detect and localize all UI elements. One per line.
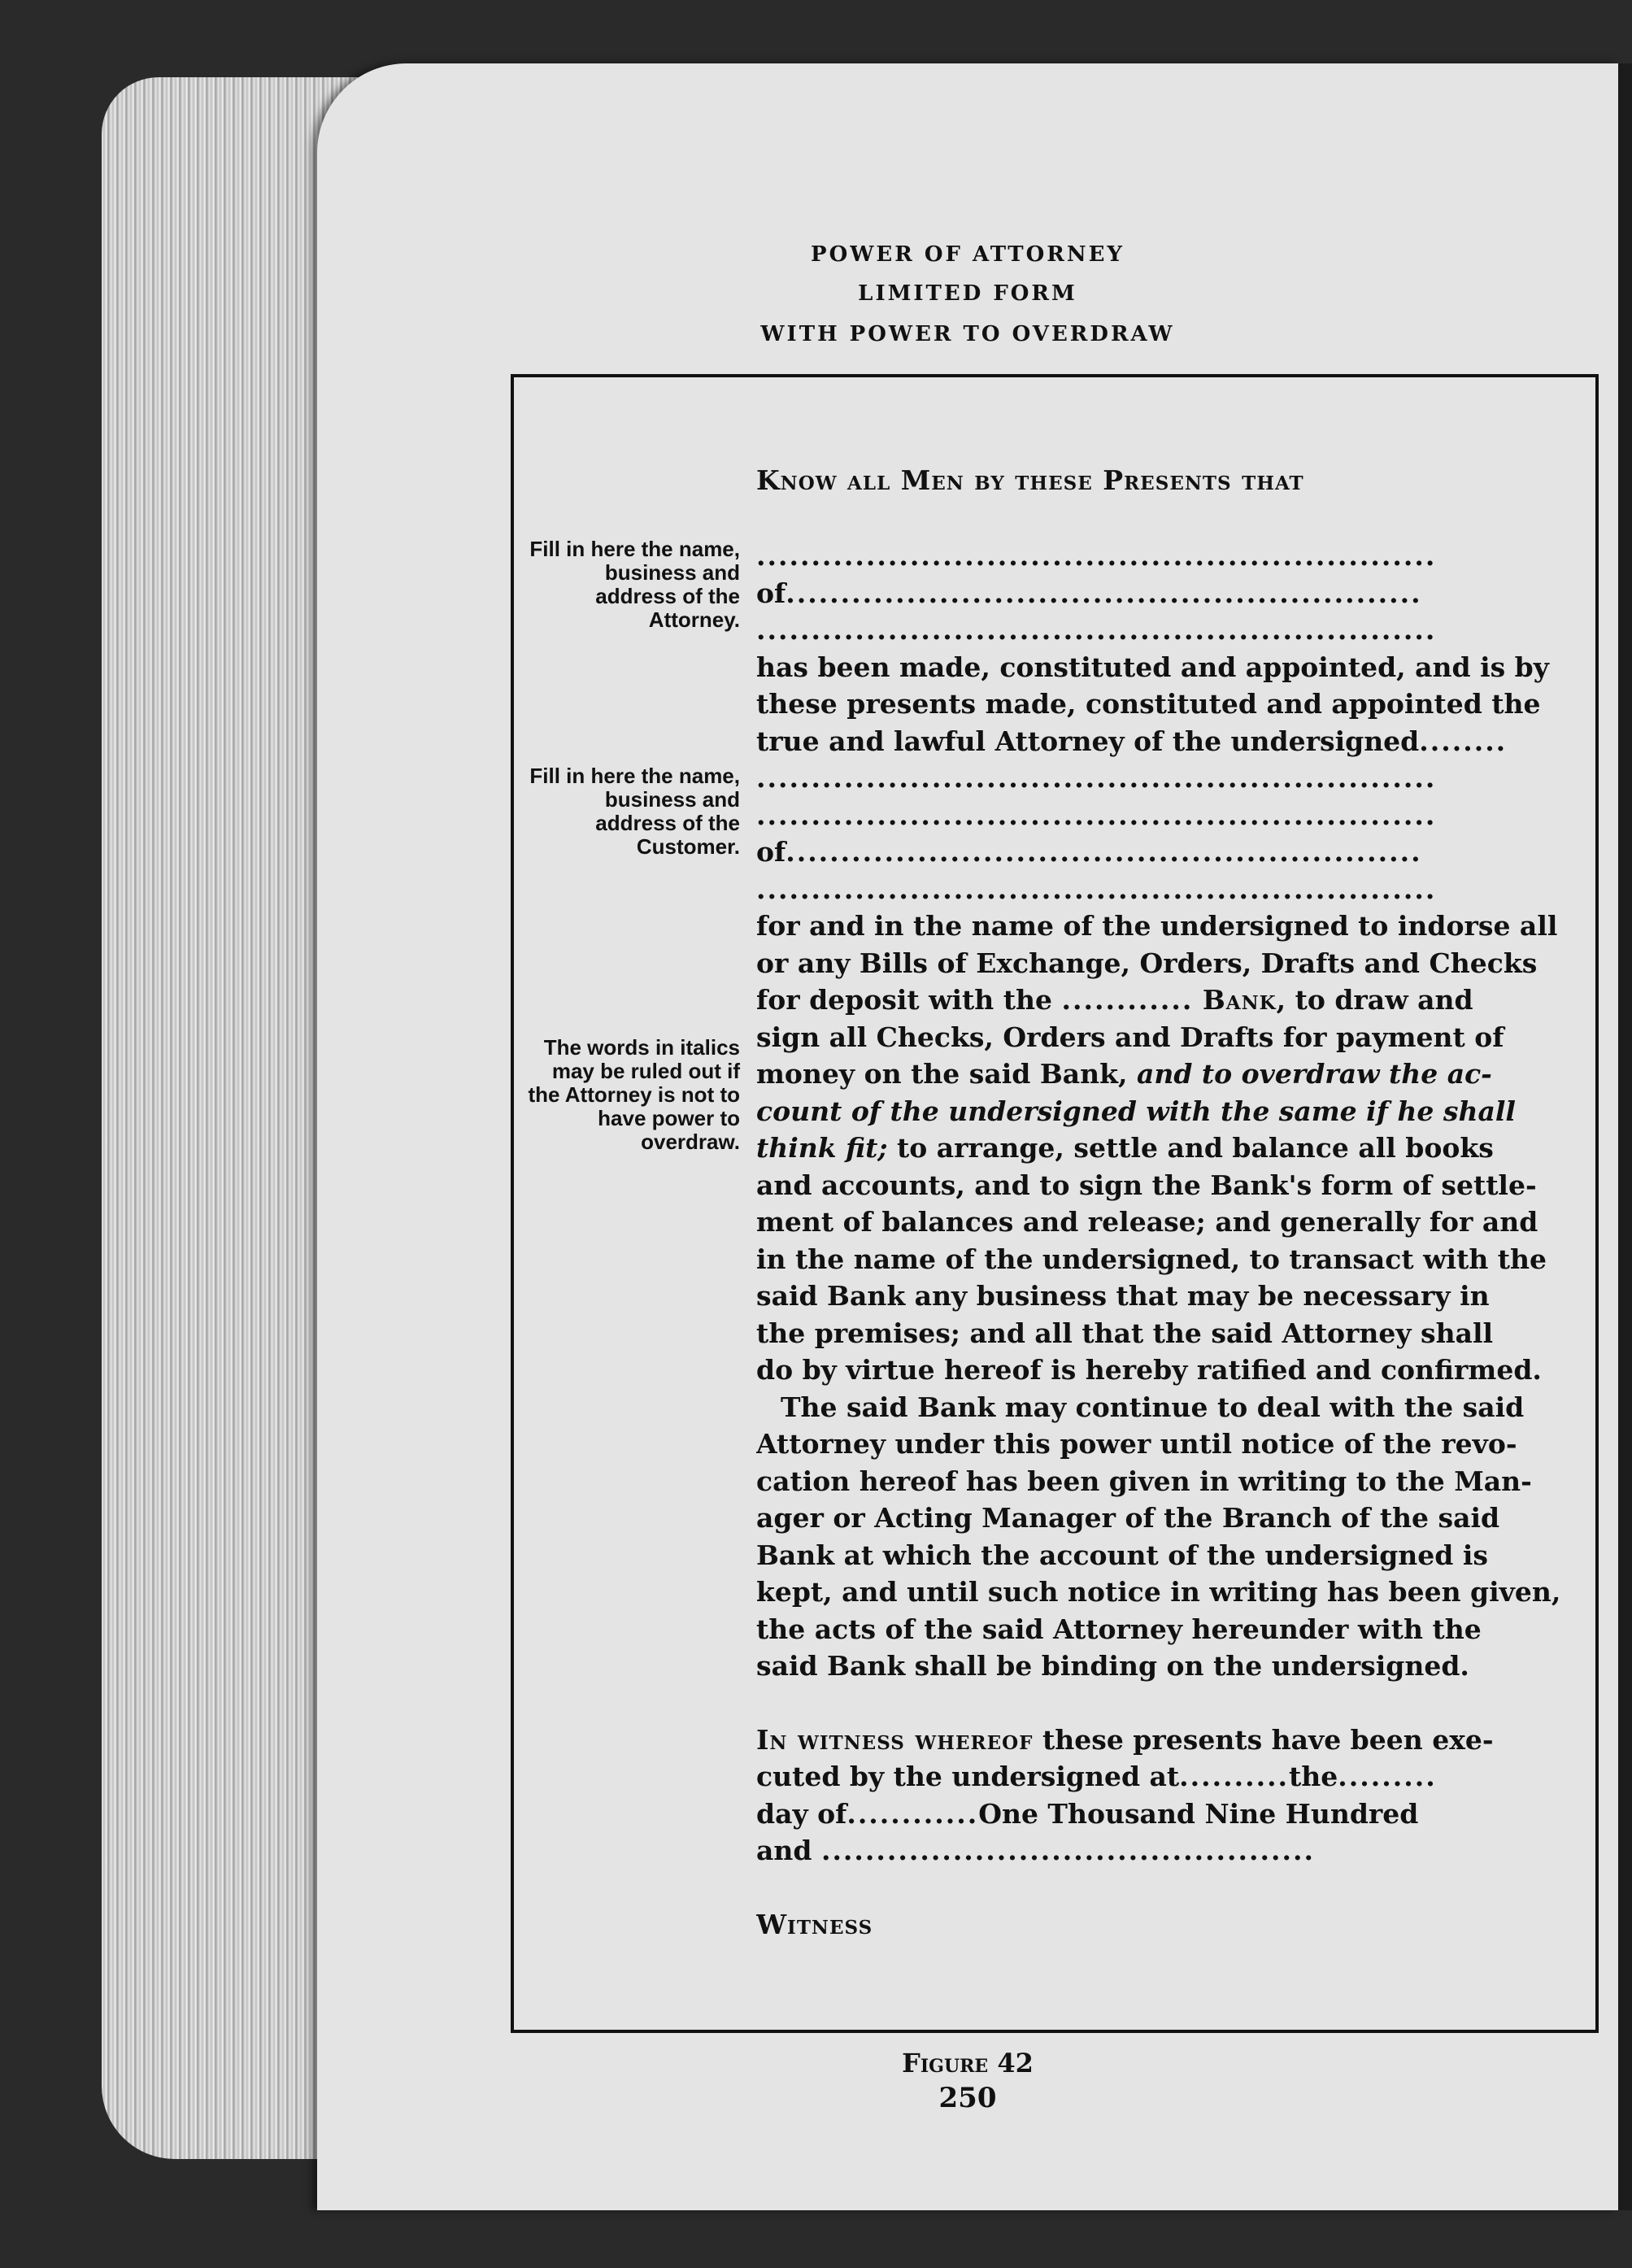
- body-line: said Bank any business that may be necessary in: [756, 1280, 1490, 1312]
- body-line: the premises; and all that the said Attorney shall: [756, 1317, 1494, 1349]
- body-line: ment of balances and release; and generally for and: [756, 1206, 1538, 1238]
- witness-clause-line-4: [756, 1832, 1582, 1870]
- and-label: and: [756, 1835, 812, 1866]
- overdraw-line-1: [756, 1056, 1582, 1093]
- body-line: sign all Checks, Orders and Drafts for payment of: [756, 1021, 1504, 1053]
- opening-line: [756, 462, 1582, 499]
- figure-caption: Figure 42: [902, 2048, 1034, 2079]
- margin-note-italics: The words in italics may be ruled out if the Attorney is not to have power to overdraw.: [528, 1035, 740, 1154]
- body-line: the acts of the said Attorney hereunder with the: [756, 1613, 1482, 1645]
- appointment-line-2: these presents made, constituted and appointed the: [756, 688, 1541, 720]
- body-line: kept, and until such notice in writing has been given,: [756, 1576, 1561, 1608]
- body-line: or any Bills of Exchange, Orders, Drafts and Checks: [756, 947, 1538, 979]
- deposit-prefix: for deposit with the: [756, 984, 1052, 1016]
- witness-clause-line-3: [756, 1796, 1582, 1833]
- deposit-suffix: , to draw and: [1276, 984, 1473, 1016]
- customer-extra-field[interactable]: ..............................................................: [756, 873, 1437, 905]
- deposit-line: [756, 982, 1582, 1019]
- year-field[interactable]: .............................................: [820, 1835, 1315, 1866]
- document-page: [317, 63, 1618, 2210]
- witness-lead: In witness whereof: [756, 1723, 1034, 1756]
- spacer: [756, 1685, 1582, 1722]
- body-line: cation hereof has been given in writing to the Man-: [756, 1465, 1532, 1497]
- witness-clause-line-2: [756, 1758, 1582, 1796]
- body-line: said Bank shall be binding on the undersigned.: [756, 1650, 1469, 1682]
- body-line: in the name of the undersigned, to transact with the: [756, 1243, 1547, 1275]
- executed-at-label: cuted by the undersigned at: [756, 1761, 1180, 1792]
- form-body: [756, 538, 1582, 1943]
- overdraw-italic-1: and to overdraw the ac-: [1136, 1058, 1492, 1090]
- attorney-of-line: [756, 575, 1582, 612]
- opening-text: Know all Men by these Presents that: [756, 464, 1304, 496]
- body-line: and accounts, and to sign the Bank's form of settle-: [756, 1169, 1537, 1201]
- customer-of-line: [756, 834, 1582, 871]
- body-line: for and in the name of the undersigned to indorse all: [756, 910, 1558, 942]
- overdraw-italic-3: think fit;: [756, 1132, 888, 1164]
- title-line-3: WITH POWER TO OVERDRAW: [760, 322, 1175, 346]
- title-line-1: POWER OF ATTORNEY: [811, 242, 1125, 267]
- body-line: do by virtue hereof is hereby ratified and confirmed.: [756, 1354, 1542, 1386]
- body-line: ager or Acting Manager of the Branch of the said: [756, 1502, 1500, 1534]
- overdraw-italic-2: count of the undersigned with the same if he shall: [756, 1095, 1516, 1127]
- body-line: Bank at which the account of the undersigned is: [756, 1539, 1488, 1571]
- bank-label: Bank: [1202, 984, 1277, 1016]
- title-line-2: LIMITED FORM: [858, 281, 1077, 306]
- page-number: 250: [938, 2082, 997, 2114]
- body-line: Attorney under this power until notice of the revo-: [756, 1428, 1517, 1460]
- of-label: of: [756, 577, 786, 609]
- attorney-extra-field[interactable]: ..............................................................: [756, 614, 1437, 646]
- attorney-address-field[interactable]: ..........................................................: [786, 577, 1422, 609]
- day-of-label: day of: [756, 1797, 847, 1830]
- spacer: [756, 1870, 1582, 1906]
- overdraw-line-3: [756, 1130, 1582, 1167]
- appointment-line-1: has been made, constituted and appointed, and is by: [756, 651, 1549, 683]
- customer-business-field[interactable]: ..............................................................: [756, 799, 1437, 831]
- margin-note-attorney: Fill in here the name, business and address of the Attorney.: [529, 537, 740, 632]
- undersigned-field[interactable]: ........: [1419, 725, 1508, 757]
- body-line: The said Bank may continue to deal with the said: [781, 1391, 1525, 1423]
- witness-clause-line-1: [756, 1722, 1582, 1759]
- customer-address-field[interactable]: ..........................................................: [786, 836, 1422, 868]
- year-prefix: One Thousand Nine Hundred: [978, 1797, 1419, 1830]
- overdraw-plain-3: to arrange, settle and balance all books: [897, 1132, 1494, 1164]
- of-label: of: [756, 836, 786, 868]
- witness-line1-rest: these presents have been exe-: [1042, 1723, 1494, 1756]
- month-field[interactable]: ............: [846, 1797, 979, 1830]
- attorney-name-field[interactable]: ..............................................................: [756, 540, 1437, 572]
- appointment-line-3: [756, 723, 1582, 760]
- appointment-line-3-text: true and lawful Attorney of the undersigned: [756, 725, 1420, 757]
- bank-name-field[interactable]: ............: [1061, 984, 1194, 1016]
- margin-note-customer: Fill in here the name, business and address of the Customer.: [529, 764, 740, 859]
- day-field[interactable]: .........: [1338, 1761, 1437, 1792]
- place-field[interactable]: ..........: [1179, 1761, 1290, 1792]
- customer-name-field[interactable]: ..............................................................: [756, 762, 1437, 794]
- witness-label: Witness: [756, 1908, 873, 1940]
- overdraw-plain-1: money on the said Bank,: [756, 1058, 1128, 1090]
- the-label: the: [1289, 1761, 1338, 1792]
